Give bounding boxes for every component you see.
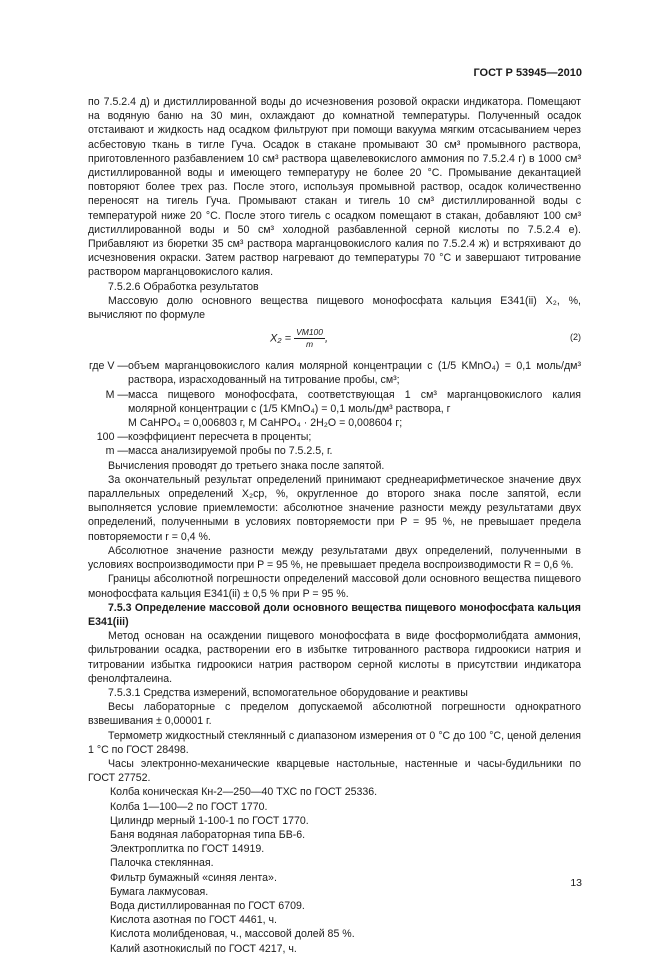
- legend-item: [88, 388, 581, 416]
- legend-text: объем марганцовокислого калия молярной концентрации c (1/5 KMnO₄) = 0,1 моль/дм³ раствора, израсходованный на титрование пробы, см³;: [128, 360, 581, 387]
- legend-symbol: где V —: [88, 360, 128, 373]
- formula-number: (2): [570, 332, 581, 343]
- paragraph-reproducibility: Абсолютное значение разности между результатами двух определений, полученными в условиях воспроизводимости при P = 95 %, не превышает предела воспроизводимости R = 0,6 %.: [88, 544, 581, 572]
- legend-item: [88, 416, 581, 430]
- paragraph-method: Метод основан на осаждении пищевого монофосфата в виде фосформолибдата аммония, фильтровании осадка, растворении его в избытке титрованного раствора гидроокиси натрия и титровании избытка гидроокиси натрия раствором серной кислоты в присутствии индикатора фенолфталеина.: [88, 630, 581, 685]
- equipment-item: Бумага лакмусовая.: [110, 885, 209, 898]
- equipment-item: Баня водяная лабораторная типа БВ-6.: [110, 828, 306, 841]
- equipment-item: Колба коническая Кн-2—250—40 ТХС по ГОСТ 25336.: [110, 786, 378, 799]
- legend-item: [88, 359, 581, 387]
- standard-header: ГОСТ Р 53945—2010: [473, 67, 582, 79]
- page-number: 13: [570, 877, 582, 889]
- legend-text: M CaHPO₄ = 0,006803 г, M CaHPO₄ · 2H₂O = 0,008604 г;: [128, 417, 403, 430]
- legend-item: [88, 444, 581, 458]
- equipment-item: Колба 1—100—2 по ГОСТ 1770.: [110, 800, 268, 813]
- formula-expression: [270, 327, 328, 350]
- paragraph-clock: Часы электронно-механические кварцевые настольные, настенные и часы-будильники по ГОСТ 27752.: [88, 757, 581, 785]
- equipment-item: Электроплитка по ГОСТ 14919.: [110, 843, 265, 856]
- paragraph-scales: Весы лабораторные с пределом допускаемой абсолютной погрешности однократного взвешивания ± 0,00001 г.: [88, 701, 581, 728]
- formula-denominator: m: [306, 339, 314, 350]
- formula-legend: [88, 359, 581, 458]
- legend-symbol: m —: [105, 445, 128, 458]
- paragraph-final-result: За окончательный результат определений принимают среднеарифметическое значение двух параллельных определений X₂ср, %, округленное до второго знака после запятой, если выполняется условие приемлемости: абсолютное значение разности между результатами двух определений, полученными в условиях повторяемости при P = 95 %, не превышает предела повторяемости r = 0,4 %.: [88, 473, 581, 543]
- legend-symbol: 100 —: [96, 431, 128, 444]
- legend-item: [88, 430, 581, 444]
- formula-numerator: VM100: [296, 327, 324, 338]
- equipment-item: Калий азотнокислый по ГОСТ 4217, ч.: [110, 942, 297, 955]
- legend-text: коэффициент пересчета в проценты;: [128, 431, 312, 444]
- formula-tail: ,: [325, 332, 329, 345]
- equipment-item: Палочка стеклянная.: [110, 857, 214, 870]
- section-heading-7-5-3: 7.5.3 Определение массовой доли основного вещества пищевого монофосфата кальция E341(iii): [88, 601, 581, 628]
- section-heading-7-5-3-1: 7.5.3.1 Средства измерений, вспомогательное оборудование и реактивы: [108, 686, 468, 699]
- paragraph-calc-precision: Вычисления проводят до третьего знака после запятой.: [108, 459, 385, 472]
- equipment-item: Цилиндр мерный 1-100-1 по ГОСТ 1770.: [110, 814, 309, 827]
- formula-fraction: [294, 327, 325, 350]
- formula-lhs: X₂ =: [270, 332, 292, 345]
- section-heading-7-5-2-6: 7.5.2.6 Обработка результатов: [108, 280, 259, 293]
- paragraph-error-bounds: Границы абсолютной погрешности определений массовой доли основного вещества пищевого монофосфата кальция E341(ii) ± 0,5 % при P = 95 %.: [88, 573, 581, 600]
- legend-text: масса пищевого монофосфата, соответствующая 1 см³ марганцовокислого калия молярной концентрации c (1/5 KMnO₄) = 0,1 моль/дм³ раствора, г: [128, 388, 581, 415]
- legend-symbol: [88, 416, 128, 430]
- equipment-item: Кислота молибденовая, ч., массовой долей 85 %.: [110, 928, 355, 941]
- paragraph-procedure: по 7.5.2.4 д) и дистиллированной воды до исчезновения розовой окраски индикатора. Помещают на водяную баню на 30 мин, охлаждают до комнатной температуры. Полученный осадок отстаивают и жидкость над осадком фильтруют при помощи вакуума мягким отсасыванием через асбестовую ткань в тигле Гуча. Осадок в стакане промывают 30 см³ промывного раствора, приготовленного разбавлением 10 см³ раствора щавелевокислого аммония по 7.5.2.4 г) в 1000 см³ дистиллированной воды и имеющего температуру не более 20 °C. Промывание декантацией повторяют более трех раз. После этого, используя промывной раствор, осадок количественно переносят на тигель Гуча. Промывают стакан и тигель 10 см³ дистиллированной воды с температурой ниже 20 °C. После этого тигель с осадком помещают в стакан, добавляют 100 см³ дистиллированной воды и 50 см³ холодной разбавленной серной кислоты по 7.5.2.4 е). Прибавляют из бюретки 35 см³ раствора марганцовокислого калия по 7.5.2.4 ж) и встряхивают до исчезновения окраски. Затем раствор нагревают до температуры 70 °C и завершают титрование раствором марганцовокислого калия.: [88, 96, 581, 279]
- equipment-item: Кислота азотная по ГОСТ 4461, ч.: [110, 914, 277, 927]
- paragraph-formula-intro: Массовую долю основного вещества пищевого монофосфата кальция E341(ii) X₂, %, вычисляют по формуле: [88, 294, 581, 322]
- equipment-item: Вода дистиллированная по ГОСТ 6709.: [110, 899, 305, 912]
- equipment-list: [88, 785, 581, 955]
- equipment-item: Фильтр бумажный «синяя лента».: [110, 871, 277, 884]
- formula-2: [88, 324, 581, 356]
- legend-text: масса анализируемой пробы по 7.5.2.5, г.: [128, 445, 333, 458]
- paragraph-thermometer: Термометр жидкостный стеклянный с диапазоном измерения от 0 °C до 100 °C, ценой деления 1 °C по ГОСТ 28498.: [88, 729, 581, 756]
- legend-symbol: M —: [105, 388, 128, 401]
- document-body: [88, 95, 581, 956]
